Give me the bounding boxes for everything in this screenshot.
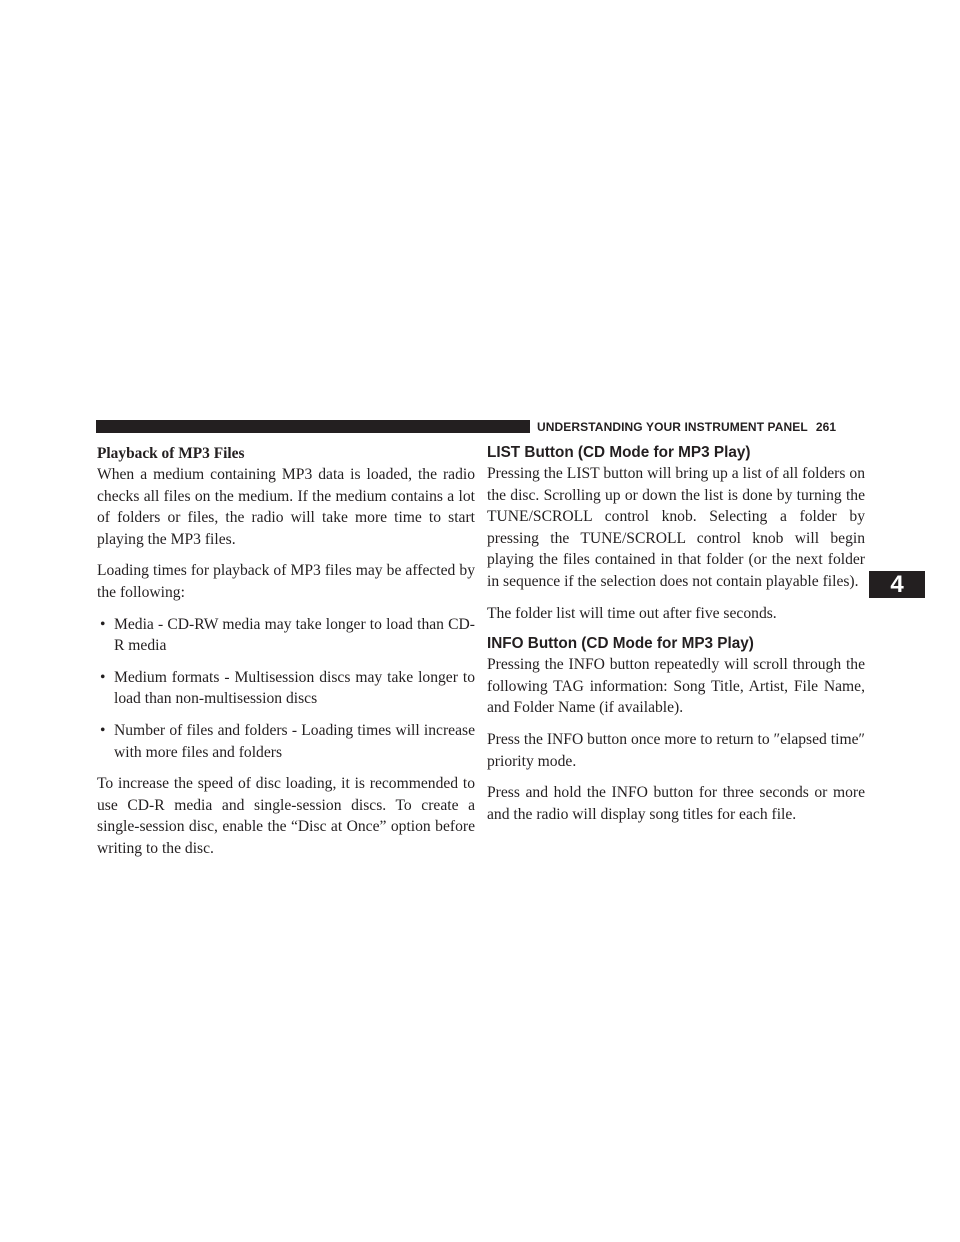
section-title: UNDERSTANDING YOUR INSTRUMENT PANEL [537, 420, 808, 434]
bullet-icon: • [100, 615, 106, 633]
bullet-list [97, 614, 475, 764]
bullet-icon: • [100, 668, 106, 686]
paragraph: Pressing the LIST button will bring up a list of all folders on the disc. Scrolling up or down the list is done by turning the TUNE/SCROLL control knob. Selecting a folder by pressing the TUNE/SCROLL control knob will begin playing the files contained in that folder (or the next folder in sequence if the selection does not contain playable files). [487, 465, 865, 590]
paragraph: To increase the speed of disc loading, it is recommended to use CD-R media and single-session discs. To create a single-session disc, enable the “Disc at Once” option before writing to the disc. [97, 775, 475, 857]
heading-list-button: LIST Button (CD Mode for MP3 Play) [487, 444, 751, 461]
heading-info-button: INFO Button (CD Mode for MP3 Play) [487, 635, 754, 653]
page-number: 261 [815, 420, 837, 434]
left-column [97, 443, 475, 870]
header-rule [96, 420, 530, 433]
paragraph: Loading times for playback of MP3 files may be affected by the following: [97, 562, 475, 601]
paragraph: Press the INFO button once more to return to ″elapsed time″ priority mode. [487, 730, 865, 770]
list-item-text: Number of files and folders - Loading times will increase with more files and folders [114, 721, 475, 761]
heading-playback-mp3: Playback of MP3 Files [97, 445, 245, 462]
bullet-icon: • [100, 721, 106, 739]
list-item [97, 614, 475, 657]
list-item [97, 667, 475, 710]
list-item-text: Medium formats - Multisession discs may take longer to load than non-multisession discs [114, 668, 475, 708]
paragraph: When a medium containing MP3 data is loaded, the radio checks all files on the medium. If the medium contains a lot of folders or files, the radio will take more time to start playing the MP3 files. [97, 466, 475, 548]
list-item-text: Media - CD-RW media may take longer to load than CD-R media [114, 615, 475, 655]
paragraph: Pressing the INFO button repeatedly will scroll through the following TAG information: Song Title, Artist, File Name, and Folder Name (if available). [487, 656, 865, 717]
list-item [97, 720, 475, 763]
paragraph: Press and hold the INFO button for three seconds or more and the radio will display song titles for each file. [487, 784, 865, 823]
running-header [537, 419, 836, 435]
paragraph: The folder list will time out after five seconds. [487, 604, 777, 622]
chapter-tab: 4 [869, 571, 925, 598]
right-column [487, 443, 865, 835]
